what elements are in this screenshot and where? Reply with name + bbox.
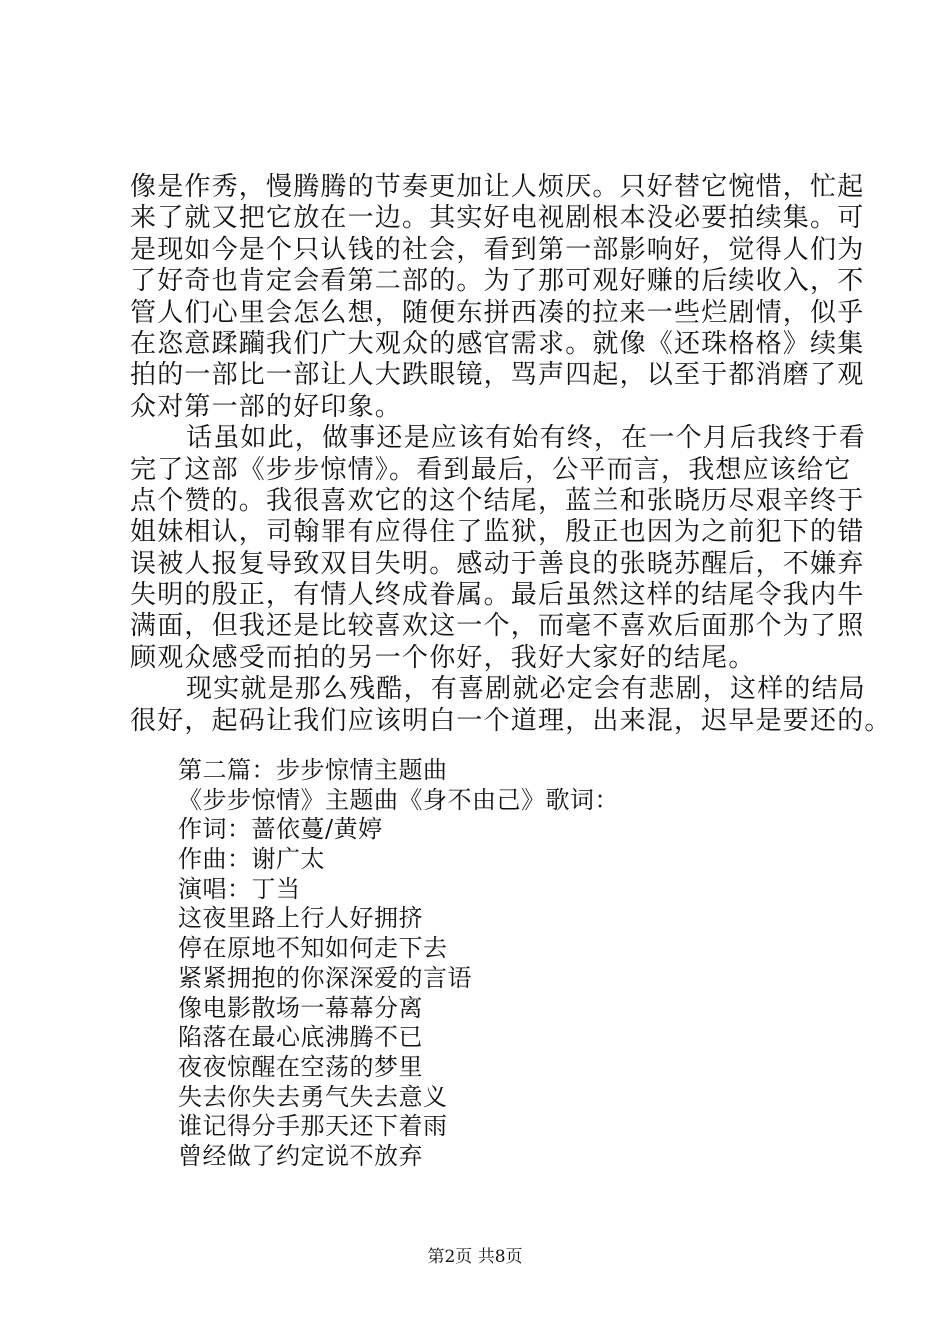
- text-line: 是现如今是个只认钱的社会，看到第一部影响好，觉得人们为: [130, 234, 865, 265]
- text-line: 顾观众感受而拍的另一个你好，我好大家好的结尾。: [130, 642, 756, 673]
- lyric-line: 像电影散场一幕幕分离: [178, 993, 423, 1022]
- text-line: 失明的殷正，有情人终成眷属。最后虽然这样的结尾令我内牛: [130, 580, 865, 611]
- text-line: 在恣意蹂躏我们广大观众的感官需求。就像《还珠格格》续集: [130, 328, 865, 359]
- lyric-line: 失去你失去勇气失去意义: [178, 1082, 448, 1111]
- text-line: 现实就是那么残酷，有喜剧就必定会有悲剧，这样的结局: [186, 674, 867, 705]
- lyric-line: 曾经做了约定说不放弃: [178, 1141, 423, 1170]
- lyricist-credit: 作词：蔷依蔓/黄婷: [178, 815, 383, 844]
- text-line: 话虽如此，做事还是应该有始有终，在一个月后我终于看: [186, 423, 867, 454]
- text-line: 姐妹相认，司翰罪有应得住了监狱，殷正也因为之前犯下的错: [130, 517, 865, 548]
- lyrics-section: [178, 756, 778, 1172]
- lyric-line: 夜夜惊醒在空荡的梦里: [178, 1052, 423, 1081]
- section-heading: 第二篇：步步惊情主题曲: [178, 756, 448, 784]
- essay-body: [130, 172, 892, 737]
- text-line: 很好，起码让我们应该明白一个道理，出来混，迟早是要还的。: [130, 705, 892, 736]
- lyric-line: 紧紧拥抱的你深深爱的言语: [178, 963, 472, 992]
- text-line: 管人们心里会怎么想，随便东拼西凑的拉来一些烂剧情，似乎: [130, 297, 865, 328]
- text-line: 误被人报复导致双目失明。感动于善良的张晓苏醒后，不嫌弃: [130, 548, 865, 579]
- text-line: 众对第一部的好印象。: [130, 391, 403, 422]
- text-line: 像是作秀，慢腾腾的节奏更加让人烦厌。只好替它惋惜，忙起: [130, 172, 865, 202]
- text-line: 来了就又把它放在一边。其实好电视剧根本没必要拍续集。可: [130, 203, 865, 234]
- text-line: 完了这部《步步惊情》。看到最后，公平而言，我想应该给它: [130, 454, 852, 485]
- text-line: 满面，但我还是比较喜欢这一个，而毫不喜欢后面那个为了照: [130, 611, 865, 642]
- lyric-line: 停在原地不知如何走下去: [178, 934, 448, 963]
- composer-credit: 作曲：谢广太: [178, 845, 325, 874]
- lyric-line: 谁记得分手那天还下着雨: [178, 1112, 448, 1141]
- lyric-line: 这夜里路上行人好拥挤: [178, 904, 423, 933]
- text-line: 拍的一部比一部让人大跌眼镜，骂声四起，以至于都消磨了观: [130, 360, 865, 391]
- song-title: 《步步惊情》主题曲《身不由己》歌词：: [178, 785, 619, 814]
- text-line: 点个赞的。我很喜欢它的这个结尾，蓝兰和张晓历尽艰辛终于: [130, 485, 865, 516]
- text-line: 了好奇也肯定会看第二部的。为了那可观好赚的后续收入，不: [130, 266, 865, 297]
- lyric-line: 陷落在最心底沸腾不已: [178, 1023, 423, 1052]
- page-number: 第2页 共8页: [427, 1247, 523, 1267]
- singer-credit: 演唱：丁当: [178, 874, 301, 903]
